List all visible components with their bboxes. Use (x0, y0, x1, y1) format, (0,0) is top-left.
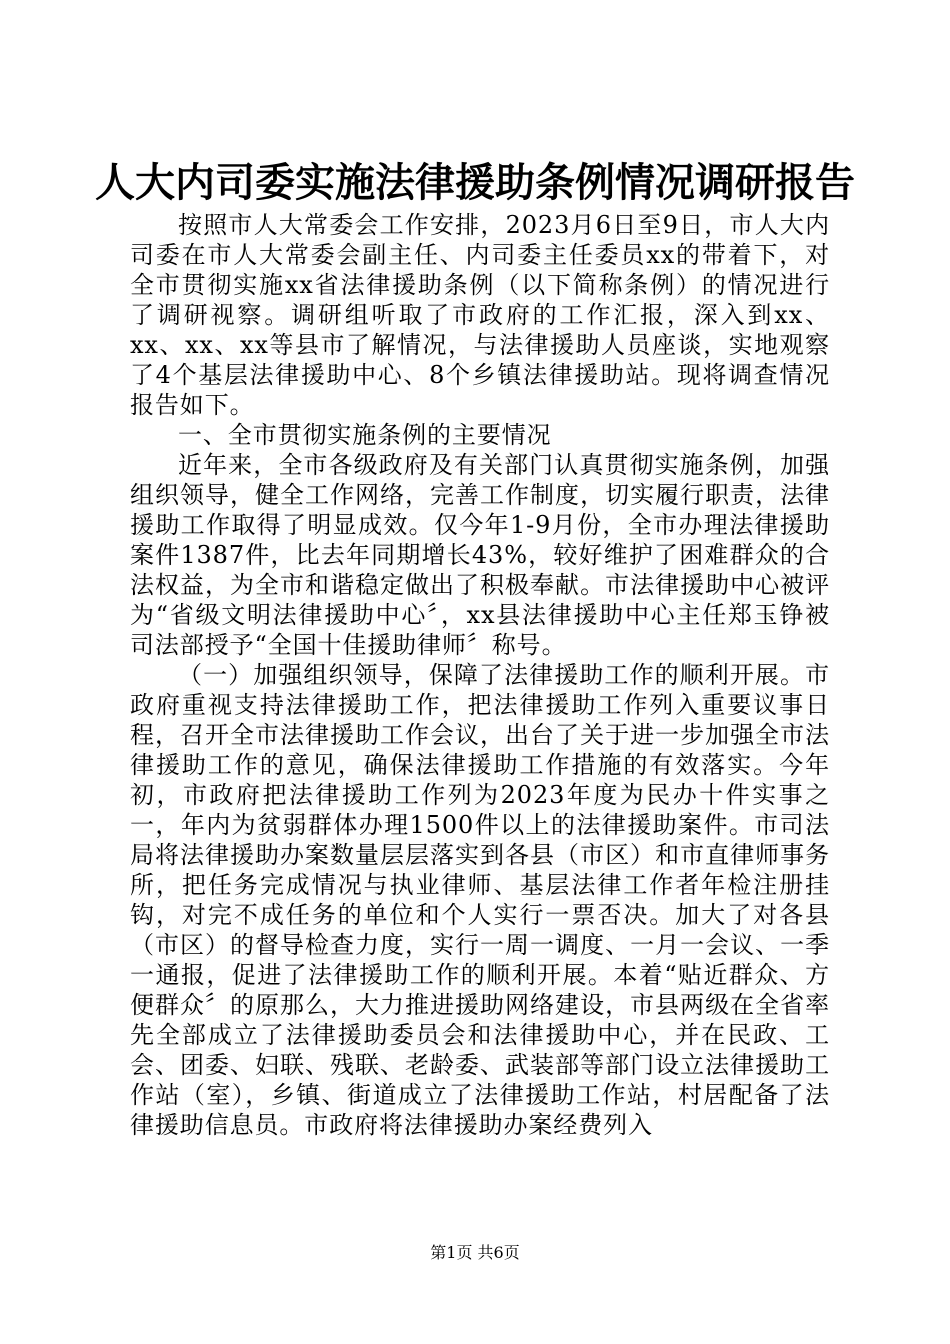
page-footer: 第1页 共6页 (430, 1243, 520, 1262)
paragraph-intro: 按照市人大常委会工作安排，2023月6日至9日，市人大内司委在市人大常委会副主任、内司委主任委员xx的带着下，对全市贯彻实施xx省法律援助条例（以下简称条例）的情况进行了调研视察。调研组听取了市政府的工作汇报，深入到xx、xx、xx、xx等县市了解情况，与法律援助人员座谈，实地观察了4个基层法律援助中心、8个乡镇法律援助站。现将调查情况报告如下。 (130, 211, 830, 419)
paragraph-subsection-1: （一）加强组织领导，保障了法律援助工作的顺利开展。市政府重视支持法律援助工作，把法律援助工作列入重要议事日程，召开全市法律援助工作会议，出台了关于进一步加强全市法律援助工作的意见，确保法律援助工作措施的有效落实。今年初，市政府把法律援助工作列为2023年度为民办十件实事之一，年内为贫弱群体办理1500件以上的法律援助案件。市司法局将法律援助办案数量层层落实到各县（市区）和市直律师事务所，把任务完成情况与执业律师、基层法律工作者年检注册挂钩，对完不成任务的单位和个人实行一票否决。加大了对各县（市区）的督导检查力度，实行一周一调度、一月一会议、一季一通报，促进了法律援助工作的顺利开展。本着“贴近群众、方便群众〞的原那么，大力推进援助网络建设，市县两级在全省率先全部成立了法律援助委员会和法律援助中心，并在民政、工会、团委、妇联、残联、老龄委、武装部等部门设立法律援助工作站（室），乡镇、街道成立了法律援助工作站，村居配备了法律援助信息员。市政府将法律援助办案经费列入 (130, 661, 830, 1139)
section-heading-1: 一、全市贯彻实施条例的主要情况 (178, 421, 552, 449)
document-body (130, 210, 830, 1140)
document-title: 人大内司委实施法律援助条例情况调研报告 (95, 159, 855, 206)
paragraph-overview: 近年来，全市各级政府及有关部门认真贯彻实施条例，加强组织领导，健全工作网络，完善工作制度，切实履行职责，法律援助工作取得了明显成效。仅今年1-9月份，全市办理法律援助案件1387件，比去年同期增长43%，较好维护了困难群众的合法权益，为全市和谐稳定做出了积极奉献。市法律援助中心被评为“省级文明法律援助中心〞，xx县法律援助中心主任郑玉铮被司法部授予“全国十佳援助律师〞称号。 (130, 451, 830, 659)
